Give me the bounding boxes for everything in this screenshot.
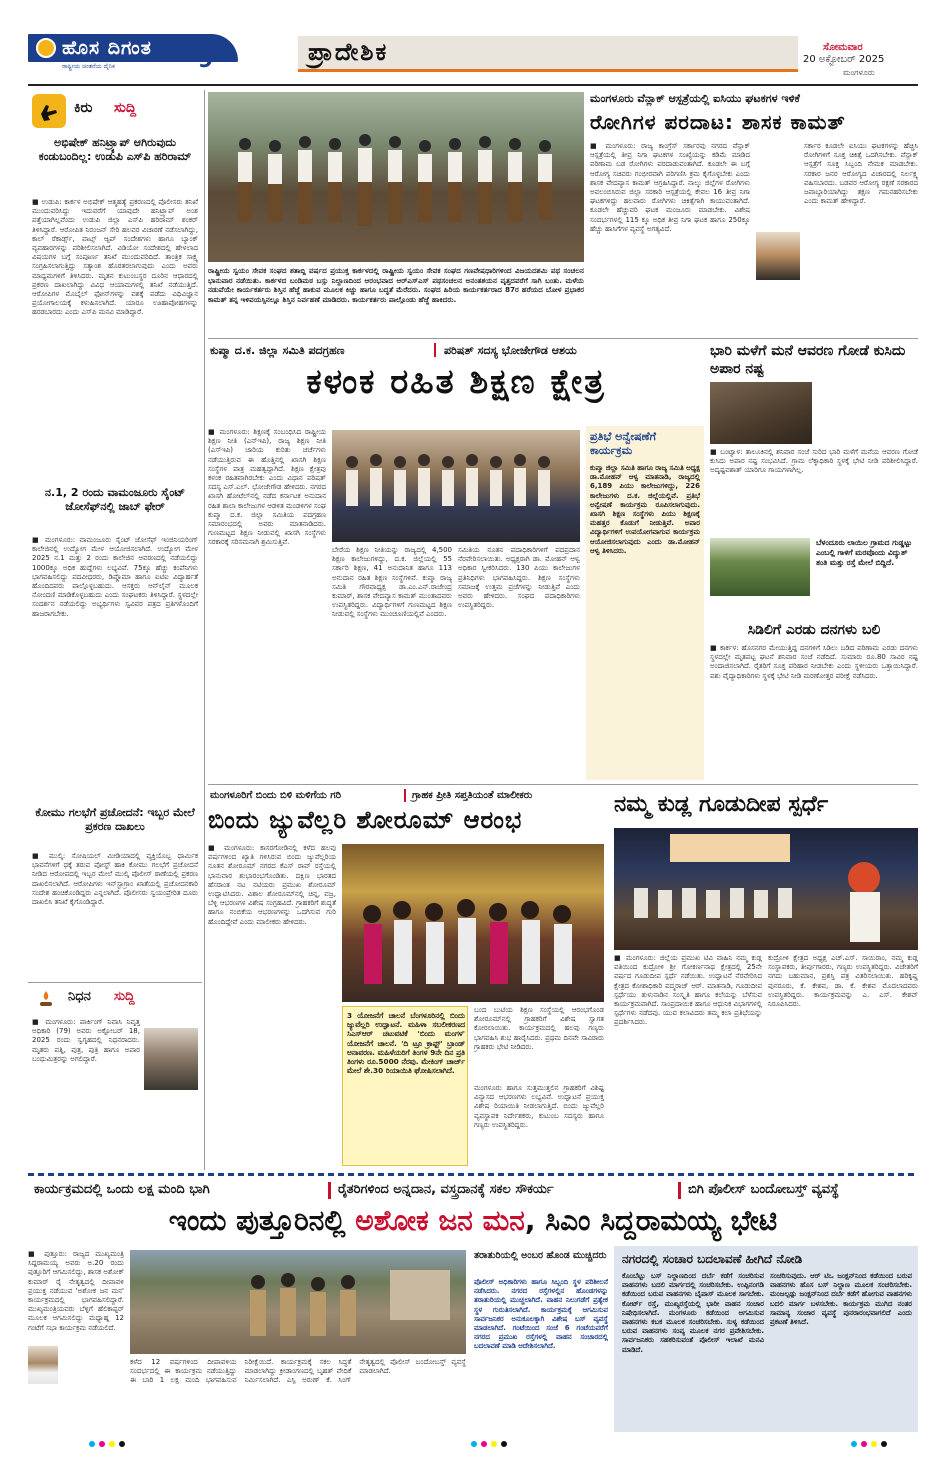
story2-headline: ನ.1, 2 ರಂದು ವಾಮಂಜೂರು ಸೈಂಟ್ ಜೋಸೆಫ್‌ನಲ್ಲಿ ಜಾಬ್ ಫೇರ್: [44, 486, 186, 513]
kiru-label: ಕಿರು: [74, 100, 93, 116]
wenlock-kicker: ಮಂಗಳೂರು ವೆನ್ಲಾಕ್ ಆಸ್ಪತ್ರೆಯಲ್ಲಿ ಐಸಿಯು ಘಟಕಗಳ ಇಳಿಕೆ: [590, 92, 800, 105]
fallen-tree-photo: [710, 538, 810, 596]
masthead-divider: [28, 84, 918, 86]
goodu-deepa-body-right: ಕುದ್ರೋಳಿ ಕ್ಷೇತ್ರದ ಅಧ್ಯಕ್ಷ ಎಚ್.ಎಸ್. ಸಾಯಿರಾಂ, ನಮ್ಮ ಕುಡ್ಲ ಸಂಸ್ಥಾಪಕರು, ತೀರ್ಪುಗಾರರು, ಗಣ್ಯರು ಉಪಸ್ಥಿತರಿದ್ದರು. ವಿಜೇತರಿಗೆ ನಗದು ಬಹುಮಾನ, ಪ್ರಶಸ್ತಿ ಪತ್ರ ವಿತರಿಸಲಾಯಿತು. ಹರಿಕೃಷ್ಣ ಪುನರೂರು, ಕೆ. ಕೇಶವ, ಡಾ. ಕೆ. ಕೇಶವ ಮೊದಲಾದವರು ಉಪಸ್ಥಿತರಿದ್ದರು. ಕಾರ್ಯಕ್ರಮವನ್ನು ಎ. ಎಸ್. ಕೇಶವ್ ನಿರೂಪಿಸಿದರು.: [768, 954, 918, 1009]
print-marks-left: [88, 1440, 128, 1448]
jewellery-kicker: ಮಂಗಳೂರಿಗೆ ಬಿಂದು ಬಿಳಿ ಮಳಿಗೆಯ ಗರಿ: [210, 790, 341, 801]
puttur-kicker-1: ಕಾರ್ಯಕ್ರಮದಲ್ಲಿ ಒಂದು ಲಕ್ಷ ಮಂದಿ ಭಾಗಿ: [34, 1182, 210, 1197]
masthead-city: ಮಂಗಳೂರು: [843, 68, 875, 77]
page-number: 9: [198, 48, 214, 73]
goodu-deepa-stage-photo: [614, 828, 918, 950]
parking-headline: ತರಾತುರಿಯಲ್ಲಿ ಅಂಬರ ಹೊಂಡ ಮುಚ್ಚಿದರು: [474, 1250, 607, 1261]
nidhana-lamp-icon: [36, 989, 56, 1009]
puttur-headline: [28, 1204, 918, 1242]
puttur-police-photo: [130, 1250, 466, 1354]
goodu-deepa-body-left: ■ ಮಂಗಳೂರು: ಜಿಲ್ಲೆಯ ಪ್ರಮುಖ ಟಿವಿ ವಾಹಿನಿ ನಮ್ಮ ಕುಡ್ಲ ವತಿಯಿಂದ ಕುದ್ರೋಳಿ ಶ್ರೀ ಗೋಕರ್ಣನಾಥ ಕ್ಷೇತ್ರದಲ್ಲಿ 25ನೇ ವರ್ಷದ ಗೂಡುದೀಪ ಸ್ಪರ್ಧೆ ನಡೆಯಿತು. ಉದ್ಘಾಟನೆ ನೆರವೇರಿಸಿದ ಕ್ಷೇತ್ರದ ಕೋಶಾಧಿಕಾರಿ ಪದ್ಮರಾಜ್ ಆರ್. ಮಾತನಾಡಿ, ಗೂಡುದೀಪ ಸ್ಪರ್ಧೆಯು ತುಳುನಾಡಿನ ಸಂಸ್ಕೃತಿ ಹಾಗೂ ಕಲೆಯನ್ನು ಬೆಳೆಸುವ ಕಾರ್ಯಕ್ರಮವಾಗಿದೆ. ಸಾಂಪ್ರದಾಯಿಕ ಹಾಗೂ ಆಧುನಿಕ ವಿಭಾಗಗಳಲ್ಲಿ ಸ್ಪರ್ಧೆಗಳು ನಡೆದವು. ಯುವ ಕಲಾವಿದರು ತಮ್ಮ ಕಲಾ ಪ್ರತಿಭೆಯನ್ನು ಪ್ರದರ್ಶಿಸಿದರು.: [614, 954, 762, 1027]
parking-story: [474, 1250, 608, 1430]
kiru-suddi-header: [28, 92, 202, 130]
jewellery-body-left: ■ ಮಂಗಳೂರು: ಕಾಸರಗೋಡಿನಲ್ಲಿ ಕಳೆದ ಹಲವು ವರ್ಷಗಳಿಂದ ಖ್ಯಾತಿ ಗಳಿಸಿರುವ ಬಿಂದು ಜ್ಯುವೆಲ್ಲರಿಯ ನೂತನ ಶೋರೂಮ್ ನಗರದ ಕೆಎಸ್ ರಾವ್ ರಸ್ತೆಯಲ್ಲಿ ಭಾನುವಾರ ಶುಭಾರಂಭಗೊಂಡಿತು. ದಕ್ಷಿಣ ಭಾರತದ ಹೆಸರಾಂತ ನಟ ನಟಿಯರು ಪ್ರಮುಖ ಶೋರೂಮ್ ಉದ್ಘಾಟಿಸಿದರು. ವಿಶಾಲ ಶೋರೂಮ್‌ನಲ್ಲಿ ಚಿನ್ನ, ವಜ್ರ, ಬೆಳ್ಳಿ ಆಭರಣಗಳ ವಿಶೇಷ ಸಂಗ್ರಹವಿದೆ. ಗ್ರಾಹಕರಿಗೆ ಶುದ್ಧತೆ ಹಾಗೂ ನಂಬಿಕೆಯ ಆಭರಣಗಳನ್ನು ಒದಗಿಸುವ ಗುರಿ ಹೊಂದಿದ್ದೇವೆ ಎಂದು ಮಾಲೀಕರು ಹೇಳಿದರು.: [208, 844, 336, 926]
traffic-box: [614, 1246, 918, 1432]
shikshana-kicker: ಕುಪ್ಮಾ ದ.ಕ. ಜಿಲ್ಲಾ ಸಮಿತಿ ಪದಗ್ರಹಣ: [210, 344, 345, 357]
jewellery-kicker-bar: [208, 788, 604, 804]
puttur-headline-highlight: ಅಶೋಕ ಜನ ಮನ: [355, 1204, 525, 1237]
wenlock-story: [590, 92, 918, 334]
puttur-headline-part1: ಇಂದು ಪುತ್ತೂರಿನಲ್ಲಿ: [168, 1204, 356, 1237]
traffic-body-2: ಸಂಚರಿಸುವುದು. ಆರ್ ಟಿಒ ಜಂಕ್ಷನ್‌ನಿಂದ ಕಡೆಯಿಂದ ಬರುವ ವಾಹನಗಳು ಹೊಸ ಬಸ್ ನಿಲ್ದಾಣ ಮೂಲಕ ಸಂಚರಿಸಬೇಕು. ಮಂಜಲ್ಪಡ್ಪು ಜಂಕ್ಷನ್‌ನಿಂದ ದರ್ಬೆ ಕಡೆಗೆ ಹೋಗುವ ವಾಹನಗಳು ಬದಲಿ ಮಾರ್ಗ ಬಳಸಬೇಕು. ಕಾರ್ಯಕ್ರಮ ಮುಗಿದ ನಂತರ ಸಾಮಾನ್ಯ ಸಂಚಾರ ವ್ಯವಸ್ಥೆ ಪುನರಾರಂಭವಾಗಲಿದೆ ಎಂದು ಪ್ರಕಟಣೆ ತಿಳಿಸಿದೆ.: [770, 1272, 912, 1327]
puttur-kicker-sep-1: [328, 1182, 331, 1199]
kiru-suddi-hand-icon: [32, 94, 66, 128]
puttur-kicker-3: ಬಿಗಿ ಪೊಲೀಸ್ ಬಂದೋಬಸ್ತ್ ವ್ಯವಸ್ಥೆ: [688, 1182, 839, 1197]
story1-body: ■ ಉಡುಪಿ: ಕಾರ್ಕಳ ಅಭಿಷೇಕ್ ಆತ್ಮಹತ್ಯೆ ಪ್ರಕರಣದಲ್ಲಿ ಪೊಲೀಸರು ತನಿಖೆ ಮುಂದುವರಿಸಿದ್ದು ಇದುವರೆಗೆ ಯಾವುದೇ ಹನಿಟ್ರ್ಯಾಪ್ ಅಂಶ ಪತ್ತೆಯಾಗಿಲ್ಲವೆಂದು ಉಡುಪಿ ಜಿಲ್ಲಾ ಎಸ್‌ಪಿ ಹರಿರಾಮ್ ಶಂಕರ್ ತಿಳಿಸಿದ್ದಾರೆ. ಆರೋಪಿತ ನಿರಂಜನ್ ಸೇರಿ ಹಲವರ ವಿಚಾರಣೆ ನಡೆಸಲಾಗಿದ್ದು, ಕಾಲ್ ರೆಕಾರ್ಡ್ಸ್, ವಾಟ್ಸ್ ಆ್ಯಪ್ ಸಂದೇಶಗಳು ಹಾಗೂ ಬ್ಯಾಂಕ್ ವ್ಯವಹಾರಗಳನ್ನು ಪರಿಶೀಲಿಸಲಾಗಿದೆ. ವಿಡಿಯೋ ಸಂದೇಶದಲ್ಲಿ ಹೇಳಲಾದ ವಿಷಯಗಳ ಬಗ್ಗೆ ಸಂಪೂರ್ಣ ತನಿಖೆ ಮುಂದುವರಿದಿದೆ. ತಾಂತ್ರಿಕ ಸಾಕ್ಷ್ಯ ಸಂಗ್ರಹಿಸಲಾಗುತ್ತಿದ್ದು ಸತ್ಯಾಂಶ ಹೊರತರಲಾಗುವುದು ಎಂದು ಅವರು ಮಾಧ್ಯಮಗಳಿಗೆ ತಿಳಿಸಿದರು. ಮೃತನ ಕುಟುಂಬಸ್ಥರ ದೂರಿನ ಆಧಾರದಲ್ಲಿ ಪ್ರಕರಣ ದಾಖಲಾಗಿದ್ದು ವಿವಿಧ ಆಯಾಮಗಳಲ್ಲಿ ತನಿಖೆ ನಡೆಯುತ್ತಿದೆ. ಆರೋಪಿಗಳ ಮೊಬೈಲ್ ಫೋನ್‌ಗಳನ್ನು ವಶಕ್ಕೆ ಪಡೆದು ವಿಧಿವಿಜ್ಞಾನ ಪ್ರಯೋಗಾಲಯಕ್ಕೆ ಕಳುಹಿಸಲಾಗಿದೆ. ಯಾರೂ ಊಹಾಪೋಹಗಳನ್ನು ಹರಡಬಾರದು ಎಂದು ಎಸ್‌ಪಿ ಮನವಿ ಮಾಡಿದ್ದಾರೆ.: [32, 198, 198, 317]
section-title: ಪ್ರಾದೇಶಿಕ: [308, 38, 389, 66]
rain-headline: ಭಾರಿ ಮಳೆಗೆ ಮನೆ ಆವರಣ ಗೋಡೆ ಕುಸಿದು ಅಪಾರ ನಷ್ಟ: [710, 343, 906, 377]
kamath-portrait: [756, 232, 800, 280]
logo-text: ಹೊಸ ದಿಗಂತ: [62, 37, 152, 59]
row1-divider: [208, 338, 918, 339]
goodu-deepa-headline: ನಮ್ಮ ಕುಡ್ಲ ಗೂಡುದೀಪ ಸ್ಪರ್ಧೆ: [614, 792, 829, 817]
wall-collapse-photo: [710, 382, 812, 444]
puttur-body-left: ■ ಪುತ್ತೂರು: ರಾಜ್ಯದ ಮುಖ್ಯಮಂತ್ರಿ ಸಿದ್ದರಾಮಯ್ಯ ಅವರು ಅ.20 ರಂದು ಪುತ್ತೂರಿಗೆ ಆಗಮಿಸಲಿದ್ದು, ಶಾಸಕ ಅಶೋಕ್ ಕುಮಾರ್ ರೈ ನೇತೃತ್ವದಲ್ಲಿ ದೀಪಾವಳಿ ಪ್ರಯುಕ್ತ ನಡೆಯುವ 'ಅಶೋಕ ಜನ ಮನ' ಕಾರ್ಯಕ್ರಮದಲ್ಲಿ ಭಾಗವಹಿಸಲಿದ್ದಾರೆ. ಮುಖ್ಯಮಂತ್ರಿಯವರು ಬೆಳ್ಳಿಗೆ ಹೆಲಿಕಾಪ್ಟರ್ ಮೂಲಕ ಆಗಮಿಸಲಿದ್ದು ಮಧ್ಯಾಹ್ನ 12 ಗಂಟೆಗೆ ಸಭಾ ಕಾರ್ಯಕ್ರಮ ನಡೆಯಲಿದೆ.: [28, 1250, 124, 1332]
traffic-body: ಕೊಂಬೆಟ್ಟು ಬಸ್ ನಿಲ್ದಾಣದಿಂದ ದರ್ಬೆ ಕಡೆಗೆ ಸಂಚರಿಸುವ ವಾಹನಗಳು ಬದಲಿ ಮಾರ್ಗದಲ್ಲಿ ಸಂಚರಿಸಬೇಕು. ಉಪ್ಪಿನಂಗಡಿ ಕಡೆಯಿಂದ ಬರುವ ವಾಹನಗಳು ಬೈಪಾಸ್ ಮೂಲಕ ಸಾಗಬೇಕು. ಕೋರ್ಟ್ ರಸ್ತೆ, ಮುಖ್ಯರಸ್ತೆಯಲ್ಲಿ ಭಾರೀ ವಾಹನ ಸಂಚಾರ ನಿಷೇಧಿಸಲಾಗಿದೆ. ಮಂಗಳೂರು ಕಡೆಯಿಂದ ಆಗಮಿಸುವ ವಾಹನಗಳು ಕಬಕ ಮೂಲಕ ಸಂಚರಿಸಬೇಕು. ಸುಳ್ಯ ಕಡೆಯಿಂದ ಬರುವ ವಾಹನಗಳು ಸಂಪ್ಯ ಮೂಲಕ ನಗರ ಪ್ರವೇಶಿಸಬೇಕು. ಸಾರ್ವಜನಿಕರು ಸಹಕರಿಸುವಂತೆ ಪೊಲೀಸ್ ಇಲಾಖೆ ಮನವಿ ಮಾಡಿದೆ.: [622, 1272, 764, 1354]
pratibhe-sidebar-title: ಪ್ರತಿಭೆ ಅನ್ವೇಷಣೆಗೆ ಕಾರ್ಯಕ್ರಮ: [590, 430, 656, 457]
left-column-divider: [204, 90, 205, 1170]
kiru-suddi-column: [28, 90, 202, 1170]
nidhana-label: ನಿಧನ: [68, 989, 91, 1004]
goodu-deepa-story: [614, 788, 918, 1168]
print-marks-right: [850, 1440, 890, 1448]
logo-tagline: ರಾಷ್ಟ್ರೀಯ ಚಿಂತನೆಯ ದೈನಿಕ: [62, 63, 115, 70]
wenlock-body-right: ಸರ್ಕಾರ ಕೂಡಲೇ ಐಸಿಯು ಘಟಕಗಳನ್ನು ಹೆಚ್ಚಿಸಿ ರೋಗಿಗಳಿಗೆ ಸೂಕ್ತ ಚಿಕಿತ್ಸೆ ಒದಗಿಸಬೇಕು. ವೆನ್ಲಾಕ್ ಆಸ್ಪತ್ರೆಗೆ ಸೂಕ್ತ ಸಿಬ್ಬಂದಿ ನೇಮಕ ಮಾಡಬೇಕು. ಸರಕಾರ ಜನರ ಆರೋಗ್ಯದ ವಿಚಾರದಲ್ಲಿ ನಿರ್ಲಕ್ಷ್ಯ ವಹಿಸಬಾರದು. ಬಡವರ ಆರೋಗ್ಯ ರಕ್ಷಣೆ ಸರಕಾರದ ಜವಾಬ್ದಾರಿಯಾಗಿದ್ದು ತಕ್ಷಣ ಗಮನಹರಿಸಬೇಕು ಎಂದು ಕಾಮತ್ ಹೇಳಿದ್ದಾರೆ.: [804, 142, 918, 206]
shikshana-body-right: ಸಮಿತಿಯ ನೂತನ ಪದಾಧಿಕಾರಿಗಳಿಗೆ ಪದಪ್ರದಾನ ನೆರವೇರಿಸಲಾಯಿತು. ಅಧ್ಯಕ್ಷರಾಗಿ ಡಾ. ಮೋಹನ್ ಆಳ್ವ ಅಧಿಕಾರ ಸ್ವೀಕರಿಸಿದರು. 130 ಪಿಯು ಕಾಲೇಜುಗಳ ಪ್ರತಿನಿಧಿಗಳು ಭಾಗವಹಿಸಿದ್ದರು. ಶಿಕ್ಷಣ ಸಂಸ್ಥೆಗಳು ಸಮಾಜಕ್ಕೆ ಉತ್ತಮ ಪ್ರಜೆಗಳನ್ನು ನೀಡುತ್ತಿವೆ ಎಂದು ಅವರು ಹೇಳಿದರು. ಸಂಘದ ಪದಾಧಿಕಾರಿಗಳು ಉಪಸ್ಥಿತರಿದ್ದರು.: [458, 546, 580, 610]
pratibhe-sidebar-body: ಕುಪ್ಮಾ ಜಿಲ್ಲಾ ಸಮಿತಿ ಹಾಗೂ ರಾಜ್ಯ ಸಮಿತಿ ಅಧ್ಯಕ್ಷ ಡಾ.ಮೋಹನ್ ಆಳ್ವ ಮಾತನಾಡಿ, ರಾಜ್ಯದಲ್ಲಿ 6,189 ಪಿಯು ಕಾಲೇಜುಗಳಿದ್ದು, 226 ಕಾಲೇಜುಗಳು ದ.ಕ. ಜಿಲ್ಲೆಯಲ್ಲಿವೆ. ಪ್ರತಿಭೆ ಅನ್ವೇಷಣೆ ಕಾರ್ಯಕ್ರಮ ರೂಪಿಸಲಾಗುವುದು. ಖಾಸಗಿ ಶಿಕ್ಷಣ ಸಂಸ್ಥೆಗಳು ಪಿಯು ಶಿಕ್ಷಣಕ್ಕೆ ಮಹತ್ತರ ಕೊಡುಗೆ ನೀಡುತ್ತಿವೆ. ಅಪಾರ ವಿದ್ಯಾರ್ಥಿಗಳಿಗೆ ಉಪಯೋಗವಾಗುವ ಕಾರ್ಯಕ್ರಮ ಆಯೋಜಿಸಲಾಗುವುದು ಎಂದು ಡಾ.ಮೋಹನ್ ಆಳ್ವ ತಿಳಿಸಿದರು.: [590, 464, 700, 555]
puttur-kicker-sep-2: [678, 1182, 681, 1199]
masthead: [28, 30, 918, 82]
shikshana-kicker-2: ಪರಿಷತ್ ಸದಸ್ಯ ಭೋಜೇಗೌಡ ಆಶಯ: [444, 344, 577, 357]
parking-body: ಪೊಲೀಸ್ ಅಧಿಕಾರಿಗಳು ಹಾಗೂ ಸಿಬ್ಬಂದಿ ಸ್ಥಳ ಪರಿಶೀಲನೆ ನಡೆಸಿದರು. ನಗರದ ರಸ್ತೆಗಳಲ್ಲಿನ ಹೊಂಡಗಳನ್ನು ತರಾತುರಿಯಲ್ಲಿ ಮುಚ್ಚಲಾಗಿದೆ. ವಾಹನ ನಿಲುಗಡೆಗೆ ಪ್ರತ್ಯೇಕ ಸ್ಥಳ ಗುರುತಿಸಲಾಗಿದೆ. ಕಾರ್ಯಕ್ರಮಕ್ಕೆ ಆಗಮಿಸುವ ಸಾರ್ವಜನಿಕರ ಅನುಕೂಲಕ್ಕಾಗಿ ವಿಶೇಷ ಬಸ್ ವ್ಯವಸ್ಥೆ ಮಾಡಲಾಗಿದೆ. ಗಂಟೆಯಿಂದ ಸಂಜೆ 6 ಗಂಟೆಯವರೆಗೆ ನಗರದ ಪ್ರಮುಖ ರಸ್ತೆಗಳಲ್ಲಿ ವಾಹನ ಸಂಚಾರದಲ್ಲಿ ಬದಲಾವಣೆ ಮಾಡಿ ಆದೇಶಿಸಲಾಗಿದೆ.: [474, 1278, 608, 1351]
story1-headline: ಅಭಿಷೇಕ್ ಹನಿಟ್ರ್ಯಾಪ್ ಆಗಿರುವುದು ಕಂಡುಬಂದಿಲ್ಲ: ಉಡುಪಿ ಎಸ್‌ಪಿ ಹರಿರಾಮ್: [38, 136, 192, 163]
traffic-headline: ನಗರದಲ್ಲಿ ಸಂಚಾರ ಬದಲಾವಣೆ ಹೀಗಿದೆ ನೋಡಿ: [622, 1252, 803, 1266]
masthead-day: ಸೋಮವಾರ: [823, 42, 863, 53]
wenlock-body-left: ■ ಮಂಗಳೂರು: ರಾಜ್ಯ ಕಾಂಗ್ರೆಸ್ ಸರ್ಕಾರವು ನಗರದ ವೆನ್ಲಾಕ್ ಆಸ್ಪತ್ರೆಯಲ್ಲಿ ತೀವ್ರ ನಿಗಾ ಘಟಕಗಳ ಸಂಖ್ಯೆಯನ್ನು ಕಡಿಮೆ ಮಾಡಿದ ಪರಿಣಾಮ ಬಡ ರೋಗಿಗಳು ಪರದಾಡುವಂತಾಗಿದೆ. ಕೂಡಲೇ ಈ ಬಗ್ಗೆ ಆರೋಗ್ಯ ಸಚಿವರು ಗಂಭೀರವಾಗಿ ಪರಿಗಣಿಸಿ ಕ್ರಮ ಕೈಗೊಳ್ಳಬೇಕು ಎಂದು ಶಾಸಕ ವೇದವ್ಯಾಸ ಕಾಮತ್ ಆಗ್ರಹಿಸಿದ್ದಾರೆ. ನಾಲ್ಕು ಜಿಲ್ಲೆಗಳ ರೋಗಿಗಳು ಅವಲಂಬಿಸಿರುವ ಜಿಲ್ಲಾ ಸರಕಾರಿ ಆಸ್ಪತ್ರೆಯಲ್ಲಿ ಕೇವಲ 16 ತೀವ್ರ ನಿಗಾ ಘಟಕಗಳಿದ್ದು ಹಲವಾರು ರೋಗಿಗಳು ಚಿಕಿತ್ಸೆಗಾಗಿ ಕಾಯುವಂತಾಗಿದೆ. ಕೂಡಲೇ ಹೆಚ್ಚುವರಿ ಘಟಕ ಮಂಜೂರು ಮಾಡಬೇಕು. ವಿಶೇಷ ಸಂದರ್ಭಗಳಲ್ಲಿ 115 ಕ್ಕೂ ಅಧಿಕ ತೀವ್ರ ನಿಗಾ ಘಟಕ ಹಾಗೂ 250ಕ್ಕೂ ಹೆಚ್ಚು ಹಾಸಿಗೆಗಳ ವ್ಯವಸ್ಥೆ ಅಗತ್ಯವಿದೆ.: [590, 142, 750, 233]
puttur-divider-top: [28, 1173, 918, 1176]
puttur-kicker-bar: [28, 1180, 918, 1202]
cm-portrait: [28, 1346, 58, 1384]
shikshana-body-mid: ಬೇರೆಯ ಶಿಕ್ಷಣ ನೀತಿಯನ್ನು ರಾಜ್ಯದಲ್ಲಿ 4,500 ಶಿಕ್ಷಣ ಕಾಲೇಜುಗಳಿದ್ದು, ದ.ಕ. ಜಿಲ್ಲೆಯಲ್ಲಿ 55 ಸರ್ಕಾರಿ ಶಿಕ್ಷಣ, 41 ಅನುದಾನಿತ ಹಾಗೂ 113 ಅನುದಾನ ರಹಿತ ಶಿಕ್ಷಣ ಸಂಸ್ಥೆಗಳಿವೆ. ಕುಪ್ಮಾ ರಾಜ್ಯ ಸಮಿತಿ ಗೌರವಾಧ್ಯಕ್ಷ ಡಾ.ಎಂ.ಎನ್.ರಾಜೇಂದ್ರ ಕುಮಾರ್, ಶಾಸಕ ವೇದವ್ಯಾಸ ಕಾಮತ್ ಮುಂತಾದವರು ಉಪಸ್ಥಿತರಿದ್ದರು. ವಿದ್ಯಾರ್ಥಿಗಳಿಗೆ ಗುಣಮಟ್ಟದ ಶಿಕ್ಷಣ ನೀಡುವಲ್ಲಿ ಸಂಸ್ಥೆಗಳು ಮುಂಚೂಣಿಯಲ್ಲಿವೆ ಎಂದರು.: [332, 546, 452, 619]
logo-emblem-icon: [36, 38, 56, 58]
masthead-date: 20 ಅಕ್ಟೋಬರ್ 2025: [803, 54, 885, 65]
rss-caption: ರಾಷ್ಟ್ರೀಯ ಸ್ವಯಂ ಸೇವಕ ಸಂಘದ ಶತಾಬ್ದಿ ವರ್ಷದ ಪ್ರಯುಕ್ತ ಕಾರ್ಕಳದಲ್ಲಿ ರಾಷ್ಟ್ರೀಯ ಸ್ವಯಂ ಸೇವಕ ಸಂಘದ ಗಣವೇಷಧಾರಿಗಳಿಂದ ವಿಜಯದಶಮಿ ಪಥ ಸಂಚಲನ ಭಾನುವಾರ ನಡೆಯಿತು. ಕಾರ್ಕಳದ ಬಂಡಿಮಠ ಬಸ್ಸು ನಿಲ್ದಾಣದಿಂದ ಆರಂಭವಾದ ಆರ್‌ಎಸ್‌ಎಸ್ ಪಥಸಂಚಲನ ಅನಂತಶಯನ ವೃತ್ತದವರೆಗೆ ಸಾಗಿ ಬಂತು. ಮಳೆಯ ನಡುವೆಯೇ ಕಾರ್ಯಕರ್ತರು ಶಿಸ್ತಿನ ಹೆಜ್ಜೆ ಹಾಕುವ ಮೂಲಕ ಕಿಚ್ಚು ಹಾಗೂ ಬದ್ಧತೆ ಮೆರೆದರು. ಸಂಘದ ಹಿರಿಯ ಕಾರ್ಯಕರ್ತರಾದ 87ರ ಹರೆಯದ ಬೋಳ ಪ್ರಭಾಕರ ಕಾಮತ್ ತನ್ನ ಇಳಿವಯಸ್ಸಿನಲ್ಲೂ ಶಿಸ್ತಿನ ನಿರ್ವಹಣೆ ಮಾಡಿದರು. ಕಾರ್ಯಕರ್ತರು ಪಾಲ್ಗೊಂಡು ಹೆಜ್ಜೆ ಹಾಕಿದರು.: [208, 266, 584, 304]
bindu-yellow-box: [342, 1006, 468, 1166]
wenlock-headline: ರೋಗಿಗಳ ಪರದಾಟ: ಶಾಸಕ ಕಾಮತ್: [590, 110, 846, 134]
story2-body: ■ ಮಂಗಳೂರು: ವಾಮಂಜೂರು ಸೈಂಟ್ ಜೋಸೆಫ್ ಇಂಜಿನಿಯರಿಂಗ್ ಕಾಲೇಜಿನಲ್ಲಿ ಉದ್ಯೋಗ ಮೇಳ ಆಯೋಜಿಸಲಾಗಿದೆ. ಉದ್ಯೋಗ ಮೇಳ 2025 ನ.1 ಮತ್ತು 2 ರಂದು ಕಾಲೇಜಿನ ಆವರಣದಲ್ಲಿ ನಡೆಯಲಿದ್ದು 1000ಕ್ಕೂ ಅಧಿಕ ಹುದ್ದೆಗಳು ಲಭ್ಯವಿವೆ. 75ಕ್ಕೂ ಹೆಚ್ಚು ಕಂಪೆನಿಗಳು ಭಾಗವಹಿಸಲಿದ್ದು ಪದವೀಧರರು, ಡಿಪ್ಲೊಮಾ ಹಾಗೂ ಐಟಿಐ ವಿದ್ಯಾರ್ಹತೆ ಹೊಂದಿದವರು ಪಾಲ್ಗೊಳ್ಳಬಹುದು. ಆಸಕ್ತರು ಆನ್‌ಲೈನ್ ಮೂಲಕ ನೋಂದಣಿ ಮಾಡಿಕೊಳ್ಳಬಹುದು ಎಂದು ಸಂಘಟಕರು ತಿಳಿಸಿದ್ದಾರೆ. ಸ್ಥಳದಲ್ಲೇ ಸಂದರ್ಶನ ನಡೆಯಲಿದ್ದು ಅಭ್ಯರ್ಥಿಗಳು ಸ್ವವಿವರ ಪತ್ರದ ಪ್ರತಿಗಳೊಂದಿಗೆ ಹಾಜರಾಗಬೇಕು.: [32, 536, 198, 618]
shikshana-body-left: ■ ಮಂಗಳೂರು: ಶಿಕ್ಷಣಕ್ಕೆ ಸಂಬಂಧಿಸಿದ ರಾಷ್ಟ್ರೀಯ ಶಿಕ್ಷಣ ನೀತಿ (ಎನ್‌ಇಪಿ), ರಾಜ್ಯ ಶಿಕ್ಷಣ ನೀತಿ (ಎಸ್‌ಇಪಿ) ಜಾರಿಯ ಕುರಿತು ಚರ್ಚೆಗಳು ನಡೆಯುತ್ತಿರುವ ಈ ಹೊತ್ತಿನಲ್ಲಿ ಖಾಸಗಿ ಶಿಕ್ಷಣ ಸಂಸ್ಥೆಗಳ ಪಾತ್ರ ಮಹತ್ವದ್ದಾಗಿದೆ. ಶಿಕ್ಷಣ ಕ್ಷೇತ್ರವು ಕಳಂಕ ರಹಿತವಾಗಿರಬೇಕು ಎಂದು ವಿಧಾನ ಪರಿಷತ್ ಸದಸ್ಯ ಎಸ್.ಎಲ್. ಭೋಜೇಗೌಡ ಹೇಳಿದರು. ನಗರದ ಖಾಸಗಿ ಹೋಟೆಲ್‌ನಲ್ಲಿ ನಡೆದ ಕರ್ನಾಟಕ ಅನುದಾನ ರಹಿತ ಶಾಲಾ ಕಾಲೇಜುಗಳ ಆಡಳಿತ ಮಂಡಳಿಗಳ ಸಂಘ ಕುಪ್ಮಾ ದ.ಕ. ಜಿಲ್ಲಾ ಸಮಿತಿಯ ಪದಗ್ರಹಣ ಸಮಾರಂಭದಲ್ಲಿ ಅವರು ಮಾತನಾಡಿದರು. ಗುಣಮಟ್ಟದ ಶಿಕ್ಷಣ ನೀಡುವಲ್ಲಿ ಖಾಸಗಿ ಸಂಸ್ಥೆಗಳು ಸರಕಾರಕ್ಕೆ ಸರಿಸಮನಾಗಿ ಶ್ರಮಿಸುತ್ತಿವೆ.: [208, 428, 326, 547]
nidhana-header: [28, 982, 202, 1012]
bindu-yellow-box-text: 3 ಯೋಜನೆಗೆ ಚಾಲನೆ ಬೆಂಗಳೂರಿನಲ್ಲಿ ಬಿಂದು ಜ್ಯುವೆಲ್ಲರಿ ಉದ್ಘಾಟನೆ. ಮಹಿಳಾ ಸಬಲೀಕರಣದ ಸಿಎಸ್‌ಆರ್ ಚಟುವಟಿಕೆ 'ಬಿಂದು ಮಂಗಳ' ಯೋಜನೆಗೆ ಚಾಲನೆ. 'ದಿ ಟ್ರೂ ಕ್ರಾಫ್ಟ್' ಬ್ರಾಂಡ್ ಅನಾವರಣ. ಮಹಿಳೆಯರಿಗೆ ತಿಂಗಳ 9ನೇ ದಿನ ಪ್ರತಿ ತಿಂಗಳು ರೂ.5000 ನೆರವು. ಮೇಕಿಂಗ್ ಚಾರ್ಜ್ ಮೇಲೆ ಶೇ.30 ರಿಯಾಯಿತಿ ಘೋಷಿಸಲಾಗಿದೆ.: [347, 1011, 465, 1076]
nidhana-portrait: [144, 1028, 198, 1090]
jewellery-kicker-2: ಗ್ರಾಹಕ ಪ್ರೀತಿ ಸಪ್ತತಿಯಂತೆ ಮಾಲೀಕರು: [412, 790, 533, 801]
suddi-label: ಸುದ್ದಿ: [114, 100, 137, 116]
jewellery-headline: ಬಿಂದು ಜ್ಯುವೆಲ್ಲರಿ ಶೋರೂಮ್ ಆರಂಭ: [208, 806, 523, 834]
rain-body: ■ ಬಂಟ್ವಾಳ: ತಾಲೂಕಿನಲ್ಲಿ ಶನಿವಾರ ಸಂಜೆ ಸುರಿದ ಭಾರಿ ಮಳೆಗೆ ಮನೆಯ ಆವರಣ ಗೋಡೆ ಕುಸಿದು ಅಪಾರ ನಷ್ಟ ಸಂಭವಿಸಿದೆ. ಗ್ರಾಮ ಲೆಕ್ಕಾಧಿಕಾರಿ ಸ್ಥಳಕ್ಕೆ ಭೇಟಿ ನೀಡಿ ಪರಿಶೀಲಿಸಿದ್ದಾರೆ. ಅದೃಷ್ಟವಶಾತ್ ಯಾರಿಗೂ ಗಾಯಗಳಾಗಿಲ್ಲ.: [710, 448, 918, 475]
print-marks-mid: [470, 1440, 510, 1448]
fallen-tree-caption: ಬೆಳಂದೂರು ಲಾಯಿಲ ಗ್ರಾಮದ ಗುಡ್ಡಟ್ಟು ಎಂಬಲ್ಲಿ ಗಾಳಿಗೆ ಮರವೊಂದು ವಿದ್ಯುತ್ ತಂತಿ ಮತ್ತು ರಸ್ತೆ ಮೇಲೆ ಬಿದ್ದಿದೆ.: [816, 538, 912, 567]
shikshana-kicker-bar: [208, 342, 704, 360]
sidilu-headline: ಸಿಡಿಲಿಗೆ ಎರಡು ದನಗಳು ಬಲಿ: [747, 622, 881, 638]
puttur-body-mid: ಕಳೆದ 12 ವರ್ಷಗಳಿಂದ ದೀಪಾವಳಿಯ ಸಂದರ್ಭದಲ್ಲಿ ಈ ಕಾರ್ಯಕ್ರಮ ನಡೆಯುತ್ತಿದ್ದು ಈ ಬಾರಿ 1 ಲಕ್ಷ ಮಂದಿ ಭಾಗವಹಿಸುವ ನಿರೀಕ್ಷೆಯಿದೆ. ಕಾರ್ಯಕ್ರಮಕ್ಕೆ ಸಕಲ ಸಿದ್ಧತೆ ಮಾಡಲಾಗಿದ್ದು ಕ್ರೀಡಾಂಗಣದಲ್ಲಿ ಬೃಹತ್ ವೇದಿಕೆ ನಿರ್ಮಿಸಲಾಗಿದೆ. ಎಸ್ಪಿ ಅರುಣ್ ಕೆ. ಸಿಂಗ್ ನೇತೃತ್ವದಲ್ಲಿ ಪೊಲೀಸ್ ಬಂದೋಬಸ್ತ್ ವ್ಯವಸ್ಥೆ ಮಾಡಲಾಗಿದೆ.: [130, 1358, 466, 1385]
logo-block: [28, 34, 238, 74]
sidilu-body: ■ ಕಾರ್ಕಳ: ಹೊಸನಗರ ಮೇಯುತ್ತಿದ್ದ ದನಗಳಿಗೆ ಸಿಡಿಲು ಬಡಿದ ಪರಿಣಾಮ ಎರಡು ದನಗಳು ಸ್ಥಳದಲ್ಲೇ ಮೃತಪಟ್ಟ ಘಟನೆ ಶನಿವಾರ ಸಂಜೆ ನಡೆದಿದೆ. ಸುಮಾರು ರೂ.80 ಸಾವಿರ ನಷ್ಟ ಅಂದಾಜಿಸಲಾಗಿದೆ. ರೈತರಿಗೆ ಸೂಕ್ತ ಪರಿಹಾರ ನೀಡಬೇಕು ಎಂದು ಸ್ಥಳೀಯರು ಒತ್ತಾಯಿಸಿದ್ದಾರೆ. ಪಶು ವೈದ್ಯಾಧಿಕಾರಿಗಳು ಸ್ಥಳಕ್ಕೆ ಭೇಟಿ ನೀಡಿ ಮರಣೋತ್ತರ ಪರೀಕ್ಷೆ ನಡೆಸಿದರು.: [710, 644, 918, 680]
shikshana-headline: ಕಳಂಕ ರಹಿತ ಶಿಕ್ಷಣ ಕ್ಷೇತ್ರ: [306, 362, 606, 402]
shikshana-story: [208, 342, 704, 782]
rss-march-photo: [208, 92, 584, 262]
shikshana-kicker-sep: [434, 343, 436, 357]
jewellery-body-right: ಮಂಗಳೂರು ಹಾಗೂ ಸುತ್ತಮುತ್ತಲಿನ ಗ್ರಾಹಕರಿಗೆ ವಿಶಿಷ್ಟ ವಿನ್ಯಾಸದ ಆಭರಣಗಳು ಲಭ್ಯವಿವೆ. ಉದ್ಘಾಟನೆ ಪ್ರಯುಕ್ತ ವಿಶೇಷ ರಿಯಾಯಿತಿ ನೀಡಲಾಗುತ್ತಿದೆ. ಬಿಂದು ಜ್ಯುವೆಲ್ಲರಿ ವ್ಯವಸ್ಥಾಪಕ ನಿರ್ದೇಶಕರು, ಕುಟುಂಬ ಸದಸ್ಯರು ಹಾಗೂ ಗಣ್ಯರು ಉಪಸ್ಥಿತರಿದ್ದರು.: [474, 1084, 604, 1129]
nidhana-suddi-label: ಸುದ್ದಿ: [114, 989, 135, 1004]
row2-divider: [208, 784, 918, 785]
jewellery-photo-body: ಬಂದ ಬುಟಿಯ ಶಿಕ್ಷಣ ಸಂಸ್ಥೆಯಲ್ಲಿ ಆರಂಭಗೊಂಡ ಶೋರೂಮ್‌ನಲ್ಲಿ ಗ್ರಾಹಕರಿಗೆ ವಿಶೇಷ ಸ್ವಾಗತ ಕೋರಲಾಯಿತು. ಕಾರ್ಯಕ್ರಮದಲ್ಲಿ ಹಲವು ಗಣ್ಯರು ಭಾಗವಹಿಸಿ ಶುಭ ಹಾರೈಸಿದರು. ಪ್ರಥಮ ದಿನವೇ ಸಾವಿರಾರು ಗ್ರಾಹಕರು ಭೇಟಿ ನೀಡಿದರು.: [474, 1006, 604, 1051]
jewellery-kicker-sep: [404, 789, 406, 802]
jewellery-story: [208, 788, 604, 1168]
pratibhe-sidebar: [586, 426, 704, 780]
nidhana-body: ■ ಮಂಗಳೂರು: ಪಾರ್ಕಿಂಗ್ ನಿವಾಸಿ ನಿವೃತ್ತ ಅಧಿಕಾರಿ (79) ಅವರು ಅಕ್ಟೋಬರ್ 18, 2025 ರಂದು ಸ್ವಗೃಹದಲ್ಲಿ ನಿಧನರಾದರು. ಮೃತರು ಪತ್ನಿ, ಪುತ್ರ, ಪುತ್ರಿ ಹಾಗೂ ಅಪಾರ ಬಂಧುಮಿತ್ರರನ್ನು ಅಗಲಿದ್ದಾರೆ.: [32, 1018, 140, 1063]
puttur-headline-part3: , ಸಿಎಂ ಸಿದ್ದರಾಮಯ್ಯ ಭೇಟಿ: [524, 1204, 778, 1237]
story3-body: ■ ಮುಲ್ಕಿ: ಸೋಷಿಯಲ್ ಮೀಡಿಯಾದಲ್ಲಿ ವ್ಯಕ್ತಿಯೊಬ್ಬ ಧಾರ್ಮಿಕ ಭಾವನೆಗಳಿಗೆ ಧಕ್ಕೆ ತರುವ ಪೋಸ್ಟ್ ಹಾಕಿ ಕೋಮು ಗಲಭೆಗೆ ಪ್ರಚೋದನೆ ನೀಡಿದ ಆರೋಪದಲ್ಲಿ ಇಬ್ಬರ ಮೇಲೆ ಮುಲ್ಕಿ ಪೊಲೀಸ್ ಠಾಣೆಯಲ್ಲಿ ಪ್ರಕರಣ ದಾಖಲಿಸಲಾಗಿದೆ. ಆರೋಪಿಗಳು ಇನ್‌ಸ್ಟಾಗ್ರಾಂ ಖಾತೆಯಲ್ಲಿ ಪ್ರಚೋದನಕಾರಿ ಸಂದೇಶ ಹಂಚಿಕೊಂಡಿದ್ದರು ಎನ್ನಲಾಗಿದೆ. ಪೊಲೀಸರು ಸ್ವಯಂಪ್ರೇರಿತ ದೂರು ದಾಖಲಿಸಿ ತನಿಖೆ ಕೈಗೊಂಡಿದ್ದಾರೆ.: [32, 852, 198, 907]
story3-headline: ಕೋಮು ಗಲಭೆಗೆ ಪ್ರಚೋದನೆ: ಇಬ್ಬರ ಮೇಲೆ ಪ್ರಕರಣ ದಾಖಲು: [35, 806, 195, 833]
jewellery-inauguration-photo: [342, 844, 604, 1002]
rain-stories: [710, 342, 918, 782]
kupma-group-photo: [332, 430, 580, 542]
puttur-kicker-2: ರೈತರಿಗಳಿಂದ ಅನ್ನದಾನ, ವಸ್ತ್ರದಾನಕ್ಕೆ ಸಕಲ ಸೌಕರ್ಯ: [338, 1182, 554, 1197]
